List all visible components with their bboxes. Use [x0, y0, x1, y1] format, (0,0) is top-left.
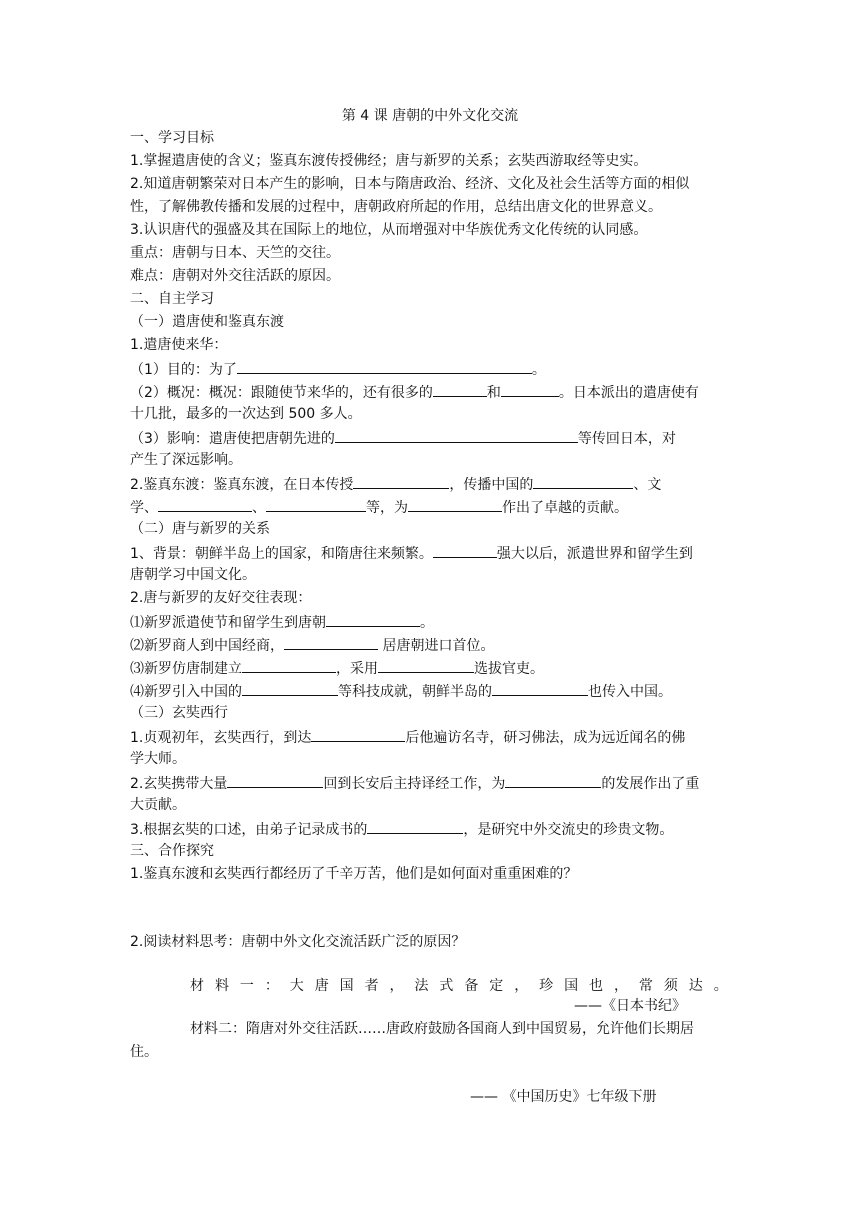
material-1-char: 也 [589, 978, 603, 994]
fill-blank[interactable] [266, 496, 366, 512]
fill-blank[interactable] [378, 657, 474, 673]
material-1-char: 国 [564, 978, 579, 994]
page-title: 第 4 课 唐朝的中外文化交流 [341, 108, 519, 124]
fill-blank[interactable] [227, 772, 323, 788]
xz2-text-c: 的发展作出了重 [601, 776, 700, 792]
section-heading-self-study: 二、自主学习 [130, 291, 214, 307]
xz1-text-a: 1.贞观初年，玄奘西行，到达 [130, 730, 312, 746]
question-1: 1.鉴真东渡和玄奘西行都经历了千辛万苦，他们是如何面对重重困难的？ [130, 866, 578, 882]
material-2-source: —— 《中国历史》七年级下册 [470, 1089, 657, 1105]
jianzhen-text-c: 、文 [633, 477, 662, 493]
key-point: 重点：唐朝与日本、天竺的交往。 [130, 245, 340, 261]
material-1-char: ： [264, 978, 279, 994]
fill-blank[interactable] [242, 680, 338, 696]
influence-line-2: 产生了深远影响。 [130, 452, 242, 468]
overview-text-a: （2）概况：概况：跟随使节来华的，还有很多的 [130, 385, 433, 401]
goal-2-line-1: 2.知道唐朝繁荣对日本产生的影响，日本与隋唐政治、经济、文化及社会生活等方面的相似 [130, 176, 690, 192]
fill-blank[interactable] [501, 381, 559, 397]
silla-r4-text-a: ⑷新罗引入中国的 [130, 684, 242, 700]
jianzhen-text-b: ，传播中国的 [449, 477, 534, 493]
silla-relation-4 [130, 680, 730, 703]
xz2-text-b: 回到长安后主持译经工作，为 [323, 776, 506, 792]
material-2-line-2: 住。 [130, 1044, 158, 1060]
fill-blank[interactable] [237, 358, 532, 374]
fill-blank[interactable] [505, 772, 601, 788]
silla-relation-3 [130, 657, 730, 680]
silla-r3-text-b: ，采用 [336, 661, 378, 677]
xuanzang-2-line [130, 772, 730, 795]
xuanzang-3-line [130, 818, 730, 841]
xuanzang-2-line-2: 大贡献。 [130, 797, 186, 813]
xuanzang-1-line-2: 学大师。 [130, 751, 186, 767]
material-1-char: 常 [638, 978, 653, 994]
material-1-char: 备 [464, 978, 479, 994]
material-1-char: 。 [713, 978, 728, 994]
jianzhen-text-f: 作出了卓越的贡献。 [502, 500, 628, 516]
silla-r1-text: ⑴新罗派遣使节和留学生到唐朝 [130, 615, 326, 631]
difficult-point: 难点：唐朝对外交往活跃的原因。 [130, 268, 340, 284]
material-1-char: ， [514, 978, 529, 994]
purpose-line [130, 358, 730, 381]
jianzhen-text-d: 学、 [130, 500, 158, 516]
dunhao: 、 [252, 500, 266, 516]
silla-r3-text-a: ⑶新罗仿唐制建立 [130, 661, 242, 677]
material-1-char: ， [613, 978, 628, 994]
period: 。 [531, 362, 546, 378]
influence-line [130, 427, 730, 450]
jianzhen-text-a: 2.鉴真东渡：鉴真东渡，在日本传授 [130, 477, 354, 493]
fill-blank[interactable] [335, 427, 578, 443]
silla-r2-text-a: ⑵新罗商人到中国经商， [130, 638, 284, 654]
question-2: 2.阅读材料思考：唐朝中外文化交流活跃广泛的原因？ [130, 934, 466, 950]
material-1-char: 须 [663, 978, 678, 994]
material-1-char: 国 [339, 978, 354, 994]
silla-relation-2 [130, 634, 730, 657]
fill-blank[interactable] [433, 542, 497, 558]
material-2-line: 材料二：隋唐对外交往活跃……唐政府鼓励各国商人到中国贸易，允许他们长期居 [190, 1021, 694, 1037]
purpose-text: （1）目的：为了 [130, 362, 237, 378]
silla-r3-text-c: 选拔官吏。 [474, 661, 544, 677]
overview-line [130, 381, 730, 404]
material-1-char: 式 [439, 978, 454, 994]
and-text: 和 [486, 385, 501, 401]
period: 。 [420, 615, 434, 631]
xz2-text-a: 2.玄奘携带大量 [130, 776, 228, 792]
goal-1: 1.掌握遣唐使的含义；鉴真东渡传授佛经；唐与新罗的关系；玄奘西游取经等史实。 [130, 153, 648, 169]
material-1-char: 法 [414, 978, 429, 994]
influence-text-a: （3）影响：遣唐使把唐朝先进的 [130, 431, 335, 447]
goal-2-line-2: 性，了解佛教传播和发展的过程中，唐朝政府所起的作用，总结出唐文化的世界意义。 [130, 199, 662, 215]
jianzhen-text-e: 等，为 [366, 500, 408, 516]
influence-text-b: 等传回日本，对 [577, 431, 676, 447]
jianzhen-line [130, 473, 730, 496]
xuanzang-1-line [130, 726, 730, 749]
silla-relations: 2.唐与新罗的友好交往表现： [130, 590, 312, 606]
material-1-char: 材 [190, 978, 204, 994]
fill-blank[interactable] [408, 496, 502, 512]
material-1-char: 大 [289, 978, 304, 994]
fill-blank[interactable] [533, 473, 633, 489]
fill-blank[interactable] [284, 634, 378, 650]
silla-r4-text-b: 等科技成就，朝鲜半岛的 [338, 684, 492, 700]
silla-background-line [130, 542, 730, 565]
overview-text-b: 。日本派出的遣唐使有 [558, 385, 699, 401]
fill-blank[interactable] [242, 657, 336, 673]
xz3-text-b: ，是研究中外交流史的珍贵文物。 [463, 822, 674, 838]
material-1-char: 定 [489, 978, 504, 994]
material-1-char: 者 [364, 978, 379, 994]
item-envoys: 1.遣唐使来华： [130, 337, 228, 353]
goal-3: 3.认识唐代的强盛及其在国际上的地位，从而增强对中华族优秀文化传统的认同感。 [130, 222, 648, 238]
material-1-source: ——《日本书纪》 [574, 998, 686, 1014]
subsection-heading-silla: （二）唐与新罗的关系 [130, 521, 270, 537]
jianzhen-line-2 [130, 496, 730, 519]
material-1-char: 珍 [539, 978, 554, 994]
material-1-char: 料 [214, 978, 229, 994]
fill-blank[interactable] [158, 496, 252, 512]
section-heading-inquiry: 三、合作探究 [130, 843, 214, 859]
silla-r2-text-b: 居唐朝进口首位。 [378, 638, 495, 654]
silla-relation-1 [130, 611, 730, 634]
xz1-text-b: 后他遍访名寺，研习佛法，成为远近闻名的佛 [405, 730, 686, 746]
subsection-heading-xuanzang: （三）玄奘西行 [130, 705, 228, 721]
material-1 [190, 976, 728, 997]
silla-bg-text-b: 强大以后，派遣世界和留学生到 [496, 546, 693, 562]
material-1-char: 达 [688, 978, 703, 994]
fill-blank[interactable] [433, 381, 487, 397]
fill-blank[interactable] [492, 680, 588, 696]
material-1-char: 唐 [314, 978, 329, 994]
material-1-char: ， [389, 978, 404, 994]
material-1-char: 一 [239, 978, 254, 994]
silla-bg-text-a: 1、背景：朝鲜半岛上的国家，和隋唐往来频繁。 [130, 546, 433, 562]
fill-blank[interactable] [311, 726, 405, 742]
subsection-heading-envoys: （一）遣唐使和鉴真东渡 [130, 314, 284, 330]
section-heading-goals: 一、学习目标 [130, 130, 214, 146]
fill-blank[interactable] [367, 818, 463, 834]
overview-line-2: 十几批，最多的一次达到 500 多人。 [130, 406, 362, 422]
xz3-text-a: 3.根据玄奘的口述，由弟子记录成书的 [130, 822, 368, 838]
fill-blank[interactable] [326, 611, 420, 627]
silla-r4-text-c: 也传入中国。 [588, 684, 672, 700]
fill-blank[interactable] [353, 473, 449, 489]
silla-background-line-2: 唐朝学习中国文化。 [130, 567, 256, 583]
